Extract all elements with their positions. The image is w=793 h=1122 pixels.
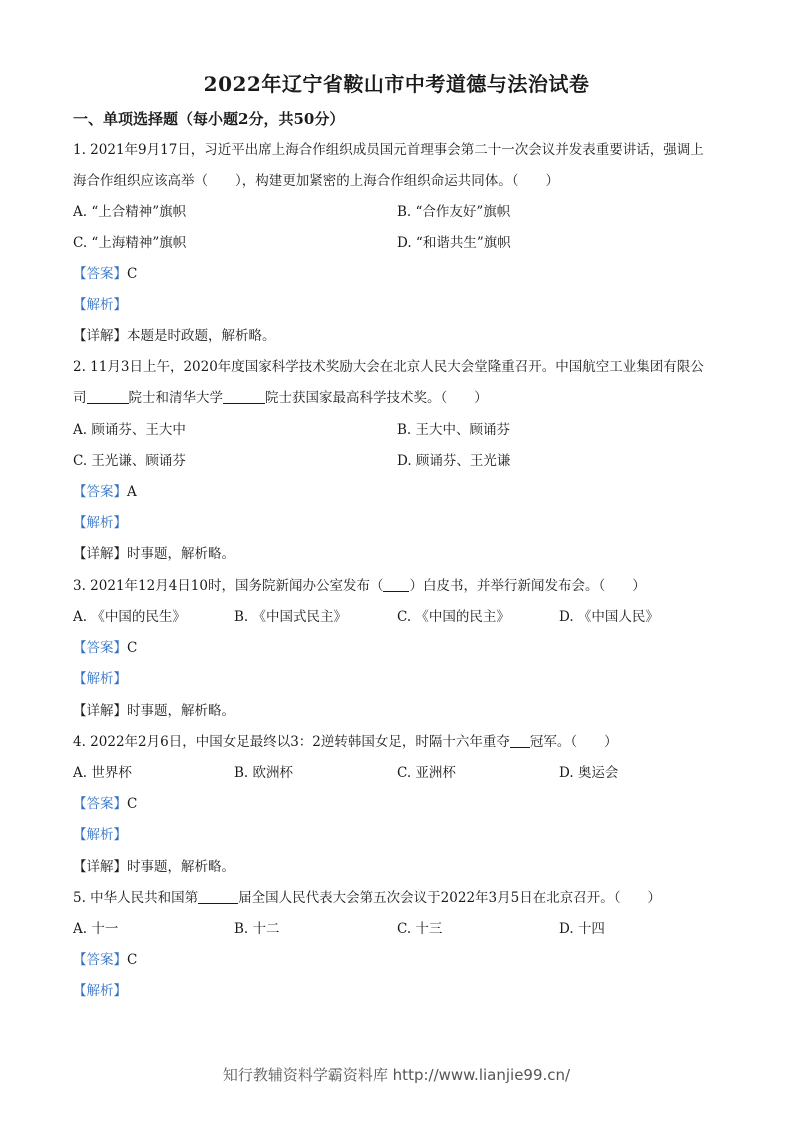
q3-analysis [73,670,127,688]
analysis-tag: 【解析】 [73,297,127,313]
q4-answer [73,795,137,813]
analysis-tag: 【解析】 [73,515,127,531]
detail-text: 时事题，解析略。 [127,703,235,719]
section-heading: 一、单项选择题（每小题2分，共50分） [73,110,345,128]
q1-option-c: C. “上海精神”旗帜 [73,235,187,251]
answer-tag: 【答案】 [73,484,127,500]
q5-option-d: D. 十四 [559,921,605,937]
answer-value: C [127,640,138,656]
q5-option-c: C. 十三 [397,921,443,937]
q1-option-b: B. “合作友好”旗帜 [397,204,511,220]
question-3-text: 3. 2021年12月4日10时，国务院新闻办公室发布（ ）白皮书，并举行新闻发布会。（ ） [73,578,646,594]
answer-tag: 【答案】 [73,952,127,968]
q1-option-d: D. “和谐共生”旗帜 [397,235,511,251]
q3-option-c: C. 《中国的民主》 [397,609,510,625]
detail-tag: 【详解】 [73,859,127,875]
detail-text: 时事题，解析略。 [127,546,235,562]
q3-option-a: A. 《中国的民生》 [73,609,186,625]
q3-option-b: B. 《中国式民主》 [234,609,348,625]
q3-option-d: D. 《中国人民》 [559,609,659,625]
question-1-line-1: 1. 2021年9月17日，习近平出席上海合作组织成员国元首理事会第二十一次会议并发表重要讲话，强调上 [73,142,704,158]
question-2-line-1: 2. 11月3日上午，2020年度国家科学技术奖励大会在北京人民大会堂隆重召开。中国航空工业集团有限公 [73,359,704,375]
blank [223,389,265,404]
answer-value: A [127,484,137,500]
detail-tag: 【详解】 [73,328,127,344]
q4-detail [73,858,235,876]
q3-answer [73,639,137,657]
answer-value: C [127,796,138,812]
q1-detail [73,327,276,345]
q5-analysis [73,982,127,1000]
blank [510,733,530,748]
q1-option-a: A. “上合精神”旗帜 [73,204,187,220]
footer-watermark: 知行教辅资料学霸资料库 http://www.lianjie99.cn/ [222,1066,571,1084]
q3-detail [73,702,235,720]
detail-tag: 【详解】 [73,546,127,562]
q2-option-b: B. 王大中、顾诵芬 [397,422,511,438]
q1-answer [73,265,137,283]
q4-option-a: A. 世界杯 [73,765,132,781]
q4-option-b: B. 欧洲杯 [234,765,294,781]
q2-analysis [73,514,127,532]
q2-detail [73,545,235,563]
question-1-line-2: 海合作组织应该高举（ ），构建更加紧密的上海合作组织命运共同体。（ ） [73,173,559,189]
answer-tag: 【答案】 [73,640,127,656]
detail-text: 时事题，解析略。 [127,859,235,875]
answer-value: C [127,952,138,968]
blank [198,889,238,904]
analysis-tag: 【解析】 [73,983,127,999]
page-title: 2022年辽宁省鞍山市中考道德与法治试卷 [203,72,590,96]
blank [87,389,129,404]
q5-answer [73,951,137,969]
answer-value: C [127,266,138,282]
answer-tag: 【答案】 [73,266,127,282]
blank [383,577,409,592]
analysis-tag: 【解析】 [73,671,127,687]
q2-option-c: C. 王光谦、顾诵芬 [73,453,186,469]
q4-option-d: D. 奥运会 [559,765,619,781]
q2-answer [73,483,137,501]
q4-option-c: C. 亚洲杯 [397,765,456,781]
question-2-line-2: 司 院士和清华大学 院士获国家最高科学技术奖。（ ） [73,390,488,406]
question-4-text: 4. 2022年2月6日，中国女足最终以3：2逆转韩国女足，时隔十六年重夺 冠军。（ ） [73,734,618,750]
analysis-tag: 【解析】 [73,827,127,843]
q2-option-d: D. 顾诵芬、王光谦 [397,453,511,469]
answer-tag: 【答案】 [73,796,127,812]
q5-option-b: B. 十二 [234,921,280,937]
q5-option-a: A. 十一 [73,921,119,937]
q4-analysis [73,826,127,844]
q1-analysis [73,296,127,314]
question-5-text: 5. 中华人民共和国第 届全国人民代表大会第五次会议于2022年3月5日在北京召开。（ ） [73,890,661,906]
detail-text: 本题是时政题，解析略。 [127,328,276,344]
q2-option-a: A. 顾诵芬、王大中 [73,422,186,438]
detail-tag: 【详解】 [73,703,127,719]
